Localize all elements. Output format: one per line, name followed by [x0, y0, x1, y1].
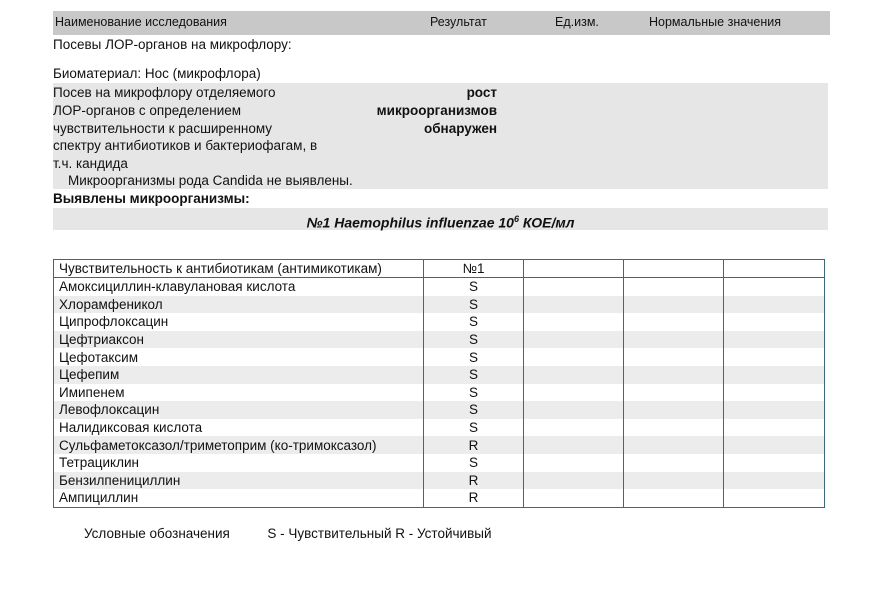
candida-note: Микроорганизмы рода Candida не выявлены.: [68, 173, 353, 188]
drug-value: S: [424, 419, 524, 437]
drug-value: S: [424, 348, 524, 366]
test-result-line: микроорганизмов: [376, 102, 497, 118]
table-row: [54, 331, 825, 349]
table-row: [54, 489, 825, 507]
sens-header: Чувствительность к антибиотикам (антимикотикам): [54, 260, 424, 278]
drug-name: Левофлоксацин: [54, 401, 424, 419]
drug-name: Сульфаметоксазол/триметоприм (ко-тримоксазол): [54, 436, 424, 454]
organism-unit: КОЕ/мл: [522, 214, 575, 231]
table-row: [54, 419, 825, 437]
drug-name: Ампициллин: [54, 489, 424, 507]
drug-value: S: [424, 331, 524, 349]
header-normal: Нормальные значения: [649, 15, 782, 29]
biomaterial: Биоматериал: Нос (микрофлора): [53, 66, 261, 81]
drug-value: S: [424, 296, 524, 314]
drug-value: S: [424, 366, 524, 384]
legend: [84, 526, 492, 541]
drug-name: Ципрофлоксацин: [54, 313, 424, 331]
results-header: [53, 11, 830, 35]
organism-exp: 6: [513, 214, 519, 224]
organism-name: Haemophilus influenzae: [334, 214, 495, 231]
test-name-line: спектру антибиотиков и бактериофагам, в: [53, 138, 318, 154]
drug-name: Тетрациклин: [54, 454, 424, 472]
organism-prefix: №1: [306, 214, 331, 231]
table-row: [54, 366, 825, 384]
drug-value: S: [424, 401, 524, 419]
legend-label: Условные обозначения: [84, 526, 230, 541]
test-name-line: т.ч. кандида: [53, 156, 128, 172]
drug-value: R: [424, 489, 524, 507]
test-name-line: Посев на микрофлору отделяемого: [53, 85, 276, 100]
test-result: [330, 84, 497, 137]
drug-name: Хлорамфеникол: [54, 296, 424, 314]
test-result-line: обнаружен: [423, 120, 497, 136]
drug-name: Цефтриаксон: [54, 331, 424, 349]
organism-row: [53, 208, 828, 230]
drug-value: R: [424, 436, 524, 454]
table-row: [54, 401, 825, 419]
drug-value: S: [424, 454, 524, 472]
table-row: [54, 472, 825, 490]
table-row: [54, 384, 825, 402]
drug-name: Налидиксовая кислота: [54, 419, 424, 437]
drug-value: R: [424, 472, 524, 490]
drug-value: S: [424, 313, 524, 331]
header-result: Результат: [430, 15, 487, 29]
sensitivity-table: [53, 259, 825, 508]
header-unit: Ед.изм.: [555, 15, 599, 29]
header-name: Наименование исследования: [55, 15, 227, 29]
legend-text: S - Чувствительный R - Устойчивый: [267, 526, 492, 541]
test-name-line: ЛОР-органов с определением: [53, 102, 242, 118]
drug-name: Бензилпенициллин: [54, 472, 424, 490]
drug-name: Цефотаксим: [54, 348, 424, 366]
test-result-line: рост: [466, 85, 497, 100]
drug-value: S: [424, 278, 524, 296]
table-row: [54, 278, 825, 296]
drug-name: Амоксициллин-клавулановая кислота: [54, 278, 424, 296]
section-title: Посевы ЛОР-органов на микрофлору:: [53, 37, 292, 52]
drug-name: Имипенем: [54, 384, 424, 402]
table-row: [54, 348, 825, 366]
table-row: [54, 313, 825, 331]
found-label: Выявлены микроорганизмы:: [53, 191, 250, 206]
test-name: [53, 84, 317, 173]
table-row: [54, 454, 825, 472]
sens-col1: №1: [424, 260, 524, 278]
table-row: [54, 296, 825, 314]
test-name-line: чувствительности к расширенному: [53, 120, 273, 136]
drug-value: S: [424, 384, 524, 402]
table-header-row: [54, 260, 825, 278]
organism-base: 10: [498, 214, 514, 231]
table-row: [54, 436, 825, 454]
drug-name: Цефепим: [54, 366, 424, 384]
